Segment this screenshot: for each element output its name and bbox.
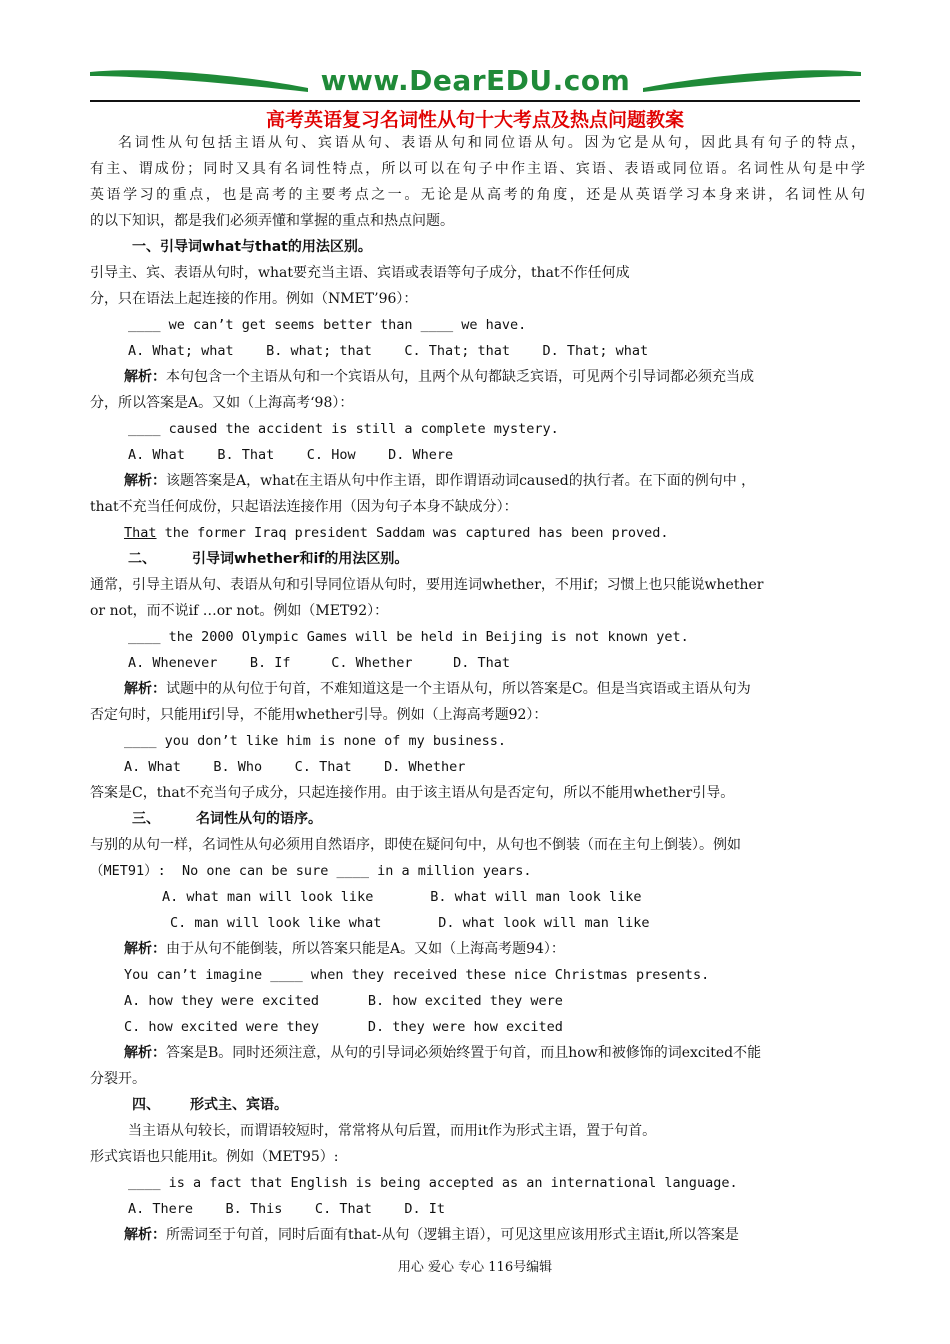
analysis-line — [90, 676, 865, 702]
section-number: 二、 — [128, 551, 156, 567]
analysis-text: 答案是B。同时还须注意，从句的引导词必须始终置于句首，而且how和被修饰的词excited不能 — [166, 1045, 762, 1061]
example-rest: the former Iraq president Saddam was captured has been proved. — [156, 525, 669, 541]
intro-line: 的以下知识，都是我们必须弄懂和掌握的重点和热点问题。 — [90, 213, 454, 229]
page-title: 高考英语复习名词性从句十大考点及热点问题教案 — [265, 109, 684, 131]
paragraph-line: 通常，引导主语从句、表语从句和引导同位语从句时，要用连词whether，不用if；习惯上也只能说whether — [90, 577, 764, 593]
analysis-line: that不充当任何成份，只起语法连接作用（因为句子本身不缺成分）： — [90, 499, 518, 515]
paragraph-line: 与别的从句一样，名词性从句必须用自然语序，即使在疑问句中，从句也不倒装（而在主句上倒装）。例如 — [90, 837, 741, 853]
analysis-text: 该题答案是A，what在主语从句中作主语，即作谓语动词caused的执行者。在下面的例句中 ， — [166, 473, 756, 489]
analysis-label: 解析： — [124, 1045, 166, 1061]
analysis-label: 解析： — [124, 941, 166, 957]
question-line: （MET91）: No one can be sure ____ in a million years. — [90, 863, 532, 879]
section-heading — [90, 806, 865, 832]
options-line: C. man will look like what D. what look will man like — [170, 915, 650, 931]
paragraph-line: 分，只在语法上起连接的作用。例如（NMET’96）： — [90, 291, 418, 307]
intro-line: 有主、谓成份；同时又具有名词性特点，所以可以在句子中作主语、宾语、表语或同位语。名词性从句是中学 — [90, 161, 865, 177]
page-footer: 用心 爱心 专心 116号编辑 — [397, 1260, 553, 1275]
analysis-text: 试题中的从句位于句首，不难知道这是一个主语从句，所以答案是C。但是当宾语或主语从句为 — [166, 681, 751, 697]
section-number: 四、 — [132, 1097, 160, 1113]
section-heading: 一、引导词what与that的用法区别。 — [132, 239, 372, 255]
paragraph-line: 当主语从句较长，而谓语较短时，常常将从句后置，而用it作为形式主语，置于句首。 — [128, 1123, 657, 1139]
options-line: A. how they were excited B. how excited they were — [124, 993, 563, 1009]
analysis-line: 分，所以答案是A。又如（上海高考‘98）： — [90, 395, 354, 411]
analysis-label: 解析： — [124, 1227, 166, 1243]
example-underlined-word: That — [124, 525, 157, 541]
analysis-text: 所需词至于句首，同时后面有that-从句（逻辑主语），可见这里应该用形式主语it,所以答案是 — [166, 1227, 739, 1243]
paragraph-line: 引导主、宾、表语从句时，what要充当主语、宾语或表语等句子成分，that不作任何成 — [90, 265, 630, 281]
analysis-text: 由于从句不能倒装，所以答案只能是A。又如（上海高考题94）： — [166, 941, 565, 957]
intro-line: 英语学习的重点，也是高考的主要考点之一。无论是从高考的角度，还是从英语学习本身来讲，名词性从句 — [90, 187, 865, 203]
section-title: 形式主、宾语。 — [190, 1097, 288, 1113]
site-header — [88, 62, 863, 100]
analysis-label: 解析： — [124, 369, 166, 385]
question-line: You can’t imagine ____ when they received these nice Christmas presents. — [124, 967, 710, 983]
analysis-line — [90, 1222, 865, 1248]
analysis-label: 解析： — [124, 681, 166, 697]
section-heading — [90, 1092, 865, 1118]
analysis-line — [90, 936, 865, 962]
section-title: 引导词whether和if的用法区别。 — [192, 551, 409, 567]
paragraph-line: or not，而不说if …or not。例如（MET92）： — [90, 603, 389, 619]
analysis-text: 本句包含一个主语从句和一个宾语从句，且两个从句都缺乏宾语，可见两个引导词都必须充当成 — [166, 369, 754, 385]
options-line: A. What; what B. what; that C. That; that D. That; what — [128, 343, 649, 359]
analysis-line — [90, 468, 865, 494]
options-line: A. What B. That C. How D. Where — [128, 447, 454, 463]
analysis-line — [90, 364, 865, 390]
section-title: 名词性从句的语序。 — [196, 811, 322, 827]
options-line: C. how excited were they D. they were how excited — [124, 1019, 563, 1035]
section-heading — [90, 546, 865, 572]
site-url[interactable]: www.DearEDU.com — [320, 64, 631, 97]
options-line: A. what man will look like B. what will man look like — [162, 889, 642, 905]
analysis-label: 解析： — [124, 473, 166, 489]
answer-line: 答案是C，that不充当句子成分，只起连接作用。由于该主语从句是否定句，所以不能用whether引导。 — [90, 785, 735, 801]
question-line: ____ caused the accident is still a complete mystery. — [128, 421, 559, 437]
options-line: A. What B. Who C. That D. Whether — [124, 759, 466, 775]
question-line: ____ is a fact that English is being accepted as an international language. — [128, 1175, 738, 1191]
header-rule — [90, 100, 860, 102]
question-line: ____ we can’t get seems better than ____ we have. — [128, 317, 527, 333]
paragraph-line: 形式宾语也只能用it。例如（MET95）: — [90, 1149, 339, 1165]
example-sentence — [90, 520, 865, 546]
document-body — [90, 130, 865, 1248]
options-line: A. Whenever B. If C. Whether D. That — [128, 655, 511, 671]
analysis-line: 分裂开。 — [90, 1071, 146, 1087]
options-line: A. There B. This C. That D. It — [128, 1201, 445, 1217]
intro-line: 名词性从句包括主语从句、宾语从句、表语从句和同位语从句。因为它是从句，因此具有句子的特点， — [118, 135, 865, 151]
section-number: 三、 — [132, 811, 160, 827]
analysis-line — [90, 1040, 865, 1066]
question-line: ____ you don’t like him is none of my business. — [124, 733, 507, 749]
question-line: ____ the 2000 Olympic Games will be held in Beijing is not known yet. — [128, 629, 689, 645]
analysis-line: 否定句时，只能用if引导，不能用whether引导。例如（上海高考题92）： — [90, 707, 548, 723]
